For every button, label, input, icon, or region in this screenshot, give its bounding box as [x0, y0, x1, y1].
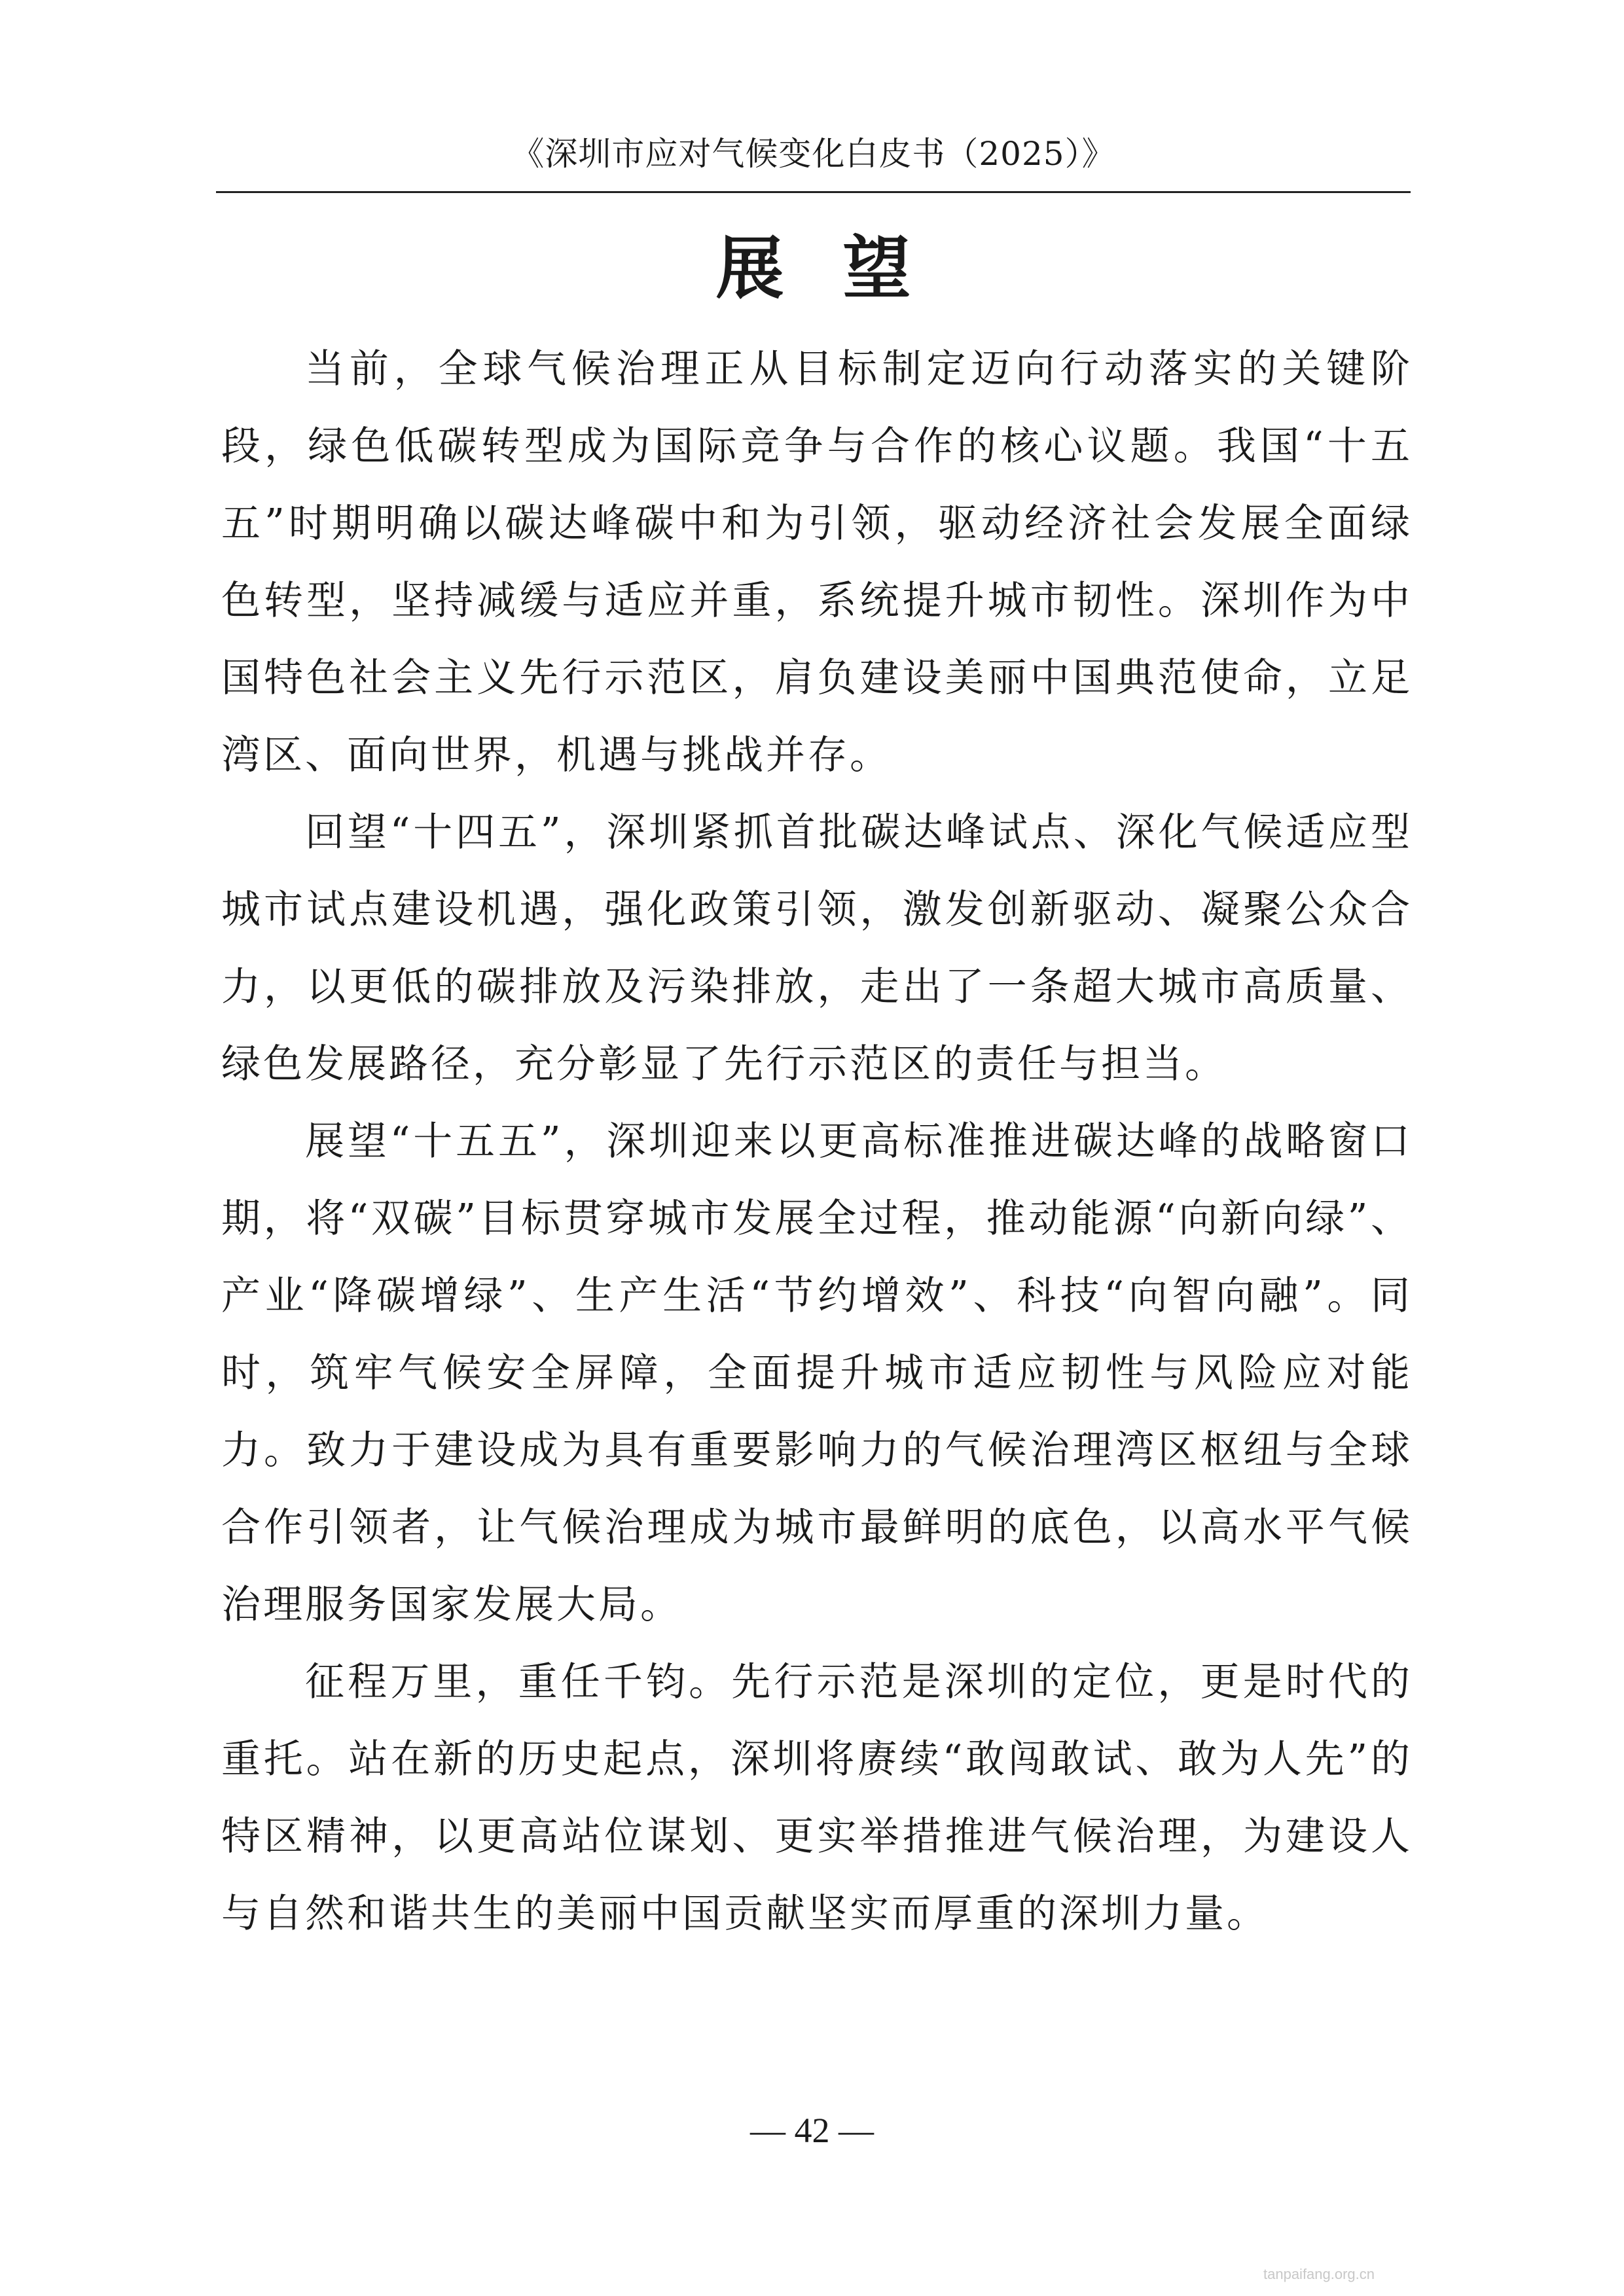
footer-watermark: tanpaifang.org.cn	[1263, 2266, 1375, 2282]
paragraph-4: 征程万里，重任千钧。先行示范是深圳的定位，更是时代的重托。站在新的历史起点，深圳将赓续“敢闯敢试、敢为人先”的特区精神，以更高站位谋划、更实举措推进气候治理，为建设人与自然和谐共生的美丽中国贡献坚实而厚重的深圳力量。	[221, 1659, 1413, 1937]
page-number: — 42 —	[750, 2111, 874, 2150]
header-divider	[216, 191, 1411, 193]
paragraph-1: 当前，全球气候治理正从目标制定迈向行动落实的关键阶段，绿色低碳转型成为国际竞争与合作的核心议题。我国“十五五”时期明确以碳达峰碳中和为引领，驱动经济社会发展全面绿色转型，坚持减缓与适应并重，系统提升城市韧性。深圳作为中国特色社会主义先行示范区，肩负建设美丽中国典范使命，立足湾区、面向世界，机遇与挑战并存。	[221, 346, 1413, 778]
running-header-title: 《深圳市应对气候变化白皮书（2025）》	[511, 135, 1115, 173]
paragraph-2: 回望“十四五”，深圳紧抓首批碳达峰试点、深化气候适应型城市试点建设机遇，强化政策引领，激发创新驱动、凝聚公众合力，以更低的碳排放及污染排放，走出了一条超大城市高质量、绿色发展路径，充分彰显了先行示范区的责任与担当。	[221, 810, 1413, 1087]
page-title: 展望	[715, 228, 970, 308]
paragraph-3: 展望“十五五”，深圳迎来以更高标准推进碳达峰的战略窗口期，将“双碳”目标贯穿城市发展全过程，推动能源“向新向绿”、产业“降碳增绿”、生产生活“节约增效”、科技“向智向融”。同时，筑牢气候安全屏障，全面提升城市适应韧性与风险应对能力。致力于建设成为具有重要影响力的气候治理湾区枢纽与全球合作引领者，让气候治理成为城市最鲜明的底色，以高水平气候治理服务国家发展大局。	[221, 1119, 1413, 1628]
body-text	[221, 331, 1413, 1952]
